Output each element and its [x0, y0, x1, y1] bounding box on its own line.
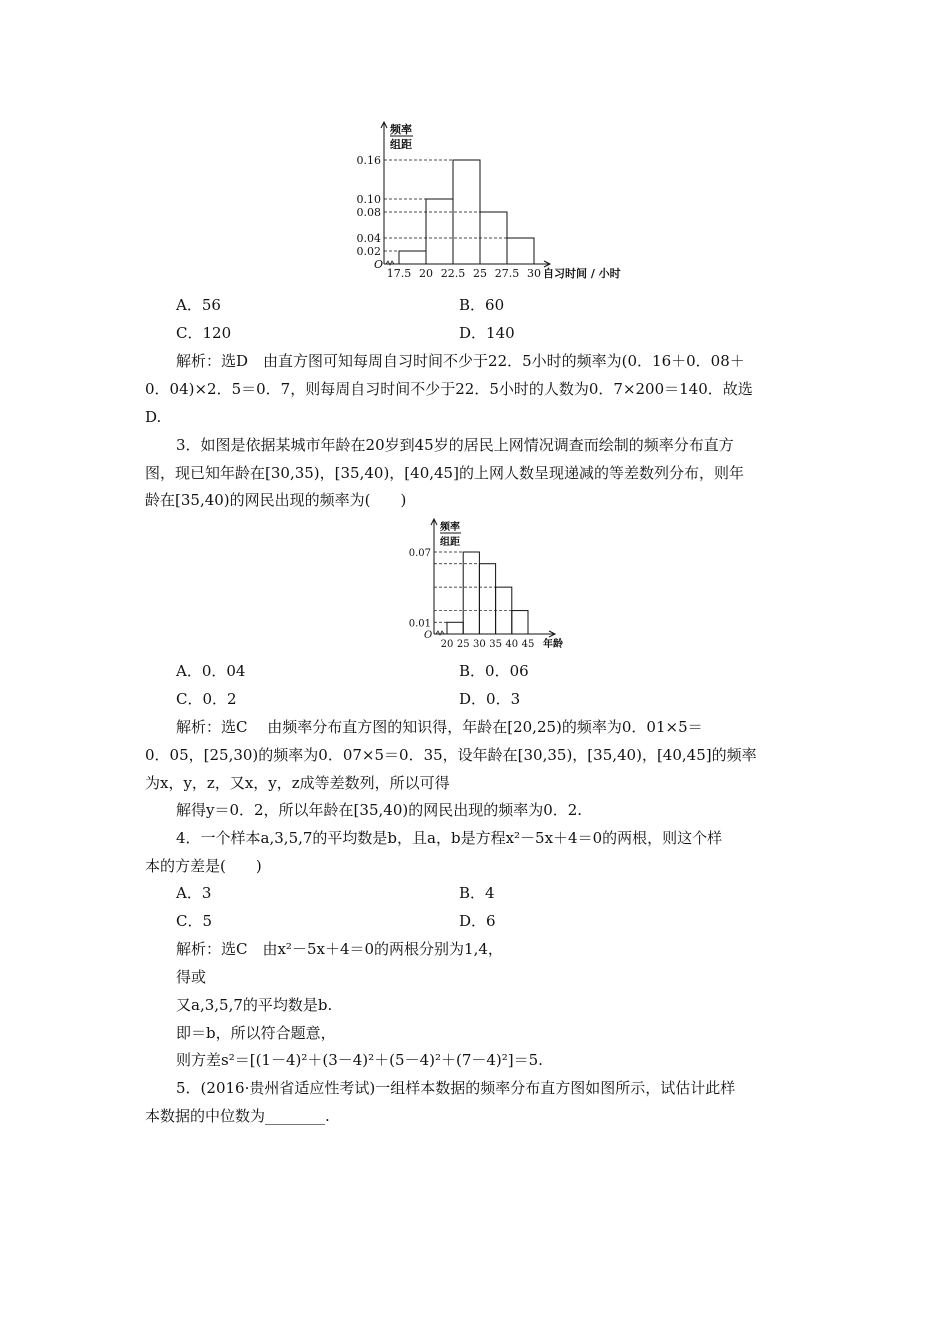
study-time-histogram-svg	[340, 118, 660, 290]
q4-option-a: A．3	[176, 884, 212, 902]
y-tick-label: 0.08	[356, 206, 381, 219]
y-label-numerator: 频率	[440, 522, 460, 533]
y-tick-label: 0.16	[356, 154, 381, 167]
x-tick-label: 30	[473, 639, 486, 650]
age-histogram	[405, 515, 585, 655]
x-tick-label: 25	[456, 639, 470, 650]
q2-option-b: B．60	[459, 296, 505, 314]
x-tick-label: 45	[521, 639, 535, 650]
histogram-bar	[447, 622, 463, 634]
q2-solution-line1: 解析：选D 由直方图可知每周自习时间不少于22．5小时的频率为(0．16＋0．08＋	[176, 352, 745, 370]
q4-solution-line5: 则方差s²＝[(1－4)²＋(3－4)²＋(5－4)²＋(7－4)²]＝5.	[176, 1051, 543, 1069]
x-tick-label: 20	[419, 267, 433, 280]
q3-stem-line1: 3．如图是依据某城市年龄在20岁到45岁的居民上网情况调查而绘制的频率分布直方	[176, 436, 734, 454]
x-tick-label: 40	[505, 639, 519, 650]
q4-option-b: B．4	[459, 884, 495, 902]
y-tick-label: 0.04	[356, 232, 381, 245]
q4-stem-line1: 4．一个样本a,3,5,7的平均数是b，且a，b是方程x²－5x＋4＝0的两根，则这个样	[176, 829, 723, 847]
q5-stem-line2: 本数据的中位数为________.	[145, 1107, 330, 1125]
q3-option-c: C．0．2	[176, 690, 237, 708]
q4-solution-line4: 即＝b，所以符合题意，	[176, 1024, 336, 1042]
q3-stem-line3: 龄在[35,40)的网民出现的频率为( )	[145, 491, 407, 509]
q2-solution-line2: 0．04)×2．5＝0．7，则每周自习时间不少于22．5小时的人数为0．7×200＝140．故选	[145, 380, 753, 398]
q3-option-d: D．0．3	[459, 690, 521, 708]
histogram-bar	[463, 552, 479, 634]
x-axis-label: 自习时间 / 小时	[543, 267, 621, 280]
y-tick-label: 0.10	[356, 193, 381, 206]
histogram-bar	[399, 251, 426, 264]
y-label-denominator: 组距	[390, 138, 412, 151]
y-label-denominator: 组距	[440, 537, 460, 548]
x-tick-label: 20	[440, 639, 454, 650]
x-tick-label: 35	[489, 639, 502, 650]
x-tick-label: 25	[473, 267, 487, 280]
y-tick-label: 0.07	[408, 548, 431, 559]
x-tick-label: 22.5	[440, 267, 466, 280]
q4-option-c: C．5	[176, 912, 213, 930]
q3-solution-line1: 解析：选C 由频率分布直方图的知识得，年龄在[20,25)的频率为0．01×5＝	[176, 718, 703, 736]
x-tick-label: 17.5	[386, 267, 412, 280]
study-time-histogram	[340, 118, 660, 290]
x-axis-label: 年龄	[543, 639, 563, 650]
q3-stem-line2: 图，现已知年龄在[30,35)，[35,40)，[40,45]的上网人数呈现递减的等差数列分布，则年	[145, 464, 744, 482]
y-tick-label: 0.02	[356, 245, 381, 258]
x-tick-label: 30	[527, 267, 541, 280]
q3-solution-line2: 0．05，[25,30)的频率为0．07×5＝0．35，设年龄在[30,35)，[35,40)，[40,45]的频率	[145, 746, 757, 764]
histogram-bar	[512, 611, 528, 634]
q3-option-a: A．0．04	[176, 662, 246, 680]
q4-solution-line3: 又a,3,5,7的平均数是b.	[176, 996, 333, 1014]
q4-stem-line2: 本的方差是( )	[145, 857, 262, 875]
q4-solution-line1: 解析：选C 由x²－5x＋4＝0的两根分别为1,4，	[176, 940, 503, 958]
y-tick-label: 0.01	[408, 618, 431, 630]
age-histogram-svg	[405, 515, 585, 655]
histogram-bar	[426, 199, 453, 264]
origin-label: O	[424, 630, 433, 641]
q2-option-d: D．140	[459, 324, 515, 342]
x-tick-label: 27.5	[494, 267, 520, 280]
q4-solution-line2: 得或	[176, 968, 207, 986]
q4-option-d: D．6	[459, 912, 496, 930]
q2-option-c: C．120	[176, 324, 232, 342]
origin-label: O	[374, 258, 384, 271]
q3-option-b: B．0．06	[459, 662, 529, 680]
histogram-bar	[479, 564, 495, 634]
q2-solution-line3: D.	[145, 408, 162, 426]
y-label-numerator: 频率	[390, 123, 412, 136]
q3-solution-line4: 解得y＝0．2，所以年龄在[35,40)的网民出现的频率为0．2.	[176, 801, 583, 819]
q3-solution-line3: 为x，y，z，又x，y，z成等差数列，所以可得	[145, 774, 450, 792]
q5-stem-line1: 5．(2016·贵州省适应性考试)一组样本数据的频率分布直方图如图所示，试估计此样	[176, 1079, 736, 1097]
histogram-bar	[507, 238, 534, 264]
q2-option-a: A．56	[176, 296, 221, 314]
